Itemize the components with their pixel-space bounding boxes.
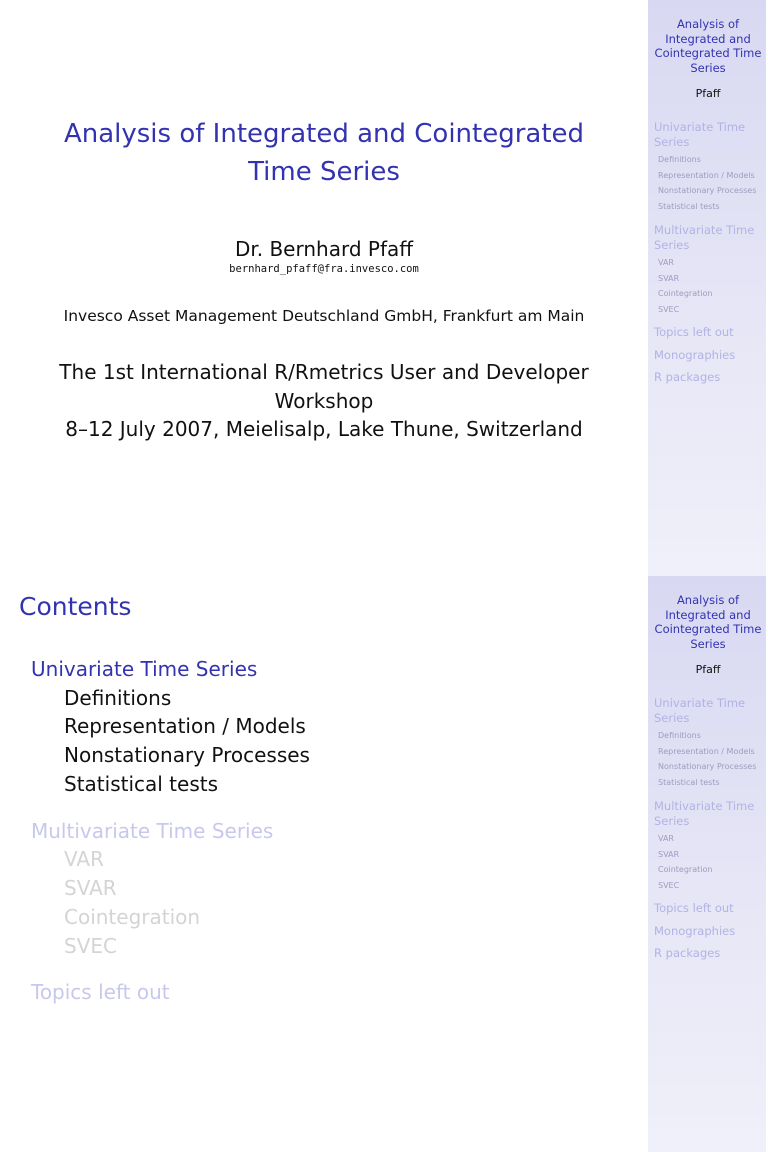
author-name: Dr. Bernhard Pfaff <box>234 237 414 261</box>
sidebar-subitem-definitions[interactable]: Definitions <box>658 155 701 164</box>
sidebar-item-topics-left-out[interactable]: Topics left out <box>654 325 734 339</box>
presentation-title <box>0 115 648 191</box>
sidebar-item-monographies[interactable]: Monographies <box>654 347 736 362</box>
contents-heading: Contents <box>19 592 132 621</box>
table-of-contents <box>31 655 310 1007</box>
sidebar-author[interactable]: Pfaff <box>695 663 721 676</box>
sidebar-subitem-statistical-tests[interactable]: Statistical tests <box>658 201 720 211</box>
sidebar-nav <box>648 696 766 961</box>
sidebar-subitem-cointegration[interactable]: Cointegration <box>658 289 713 298</box>
sidebar-subitem-svec[interactable]: SVEC <box>658 880 680 890</box>
toc-item-definitions[interactable]: Definitions <box>64 685 172 710</box>
sidebar-nav <box>648 120 766 385</box>
sidebar-subitem-var[interactable]: VAR <box>658 258 674 267</box>
toc-item-cointegration[interactable]: Cointegration <box>64 904 201 929</box>
sidebar-subitem-definitions[interactable]: Definitions <box>658 731 701 740</box>
sidebar-item-monographies[interactable]: Monographies <box>654 923 736 938</box>
sidebar-subitem-svec[interactable]: SVEC <box>658 304 680 314</box>
sidebar-title[interactable]: Analysis of Integrated and Cointegrated Time Series <box>654 17 762 75</box>
sidebar-item-multivariate[interactable]: Multivariate Time Series <box>654 799 755 828</box>
toc-section-topics-left-out[interactable]: Topics left out <box>31 980 170 1005</box>
sidebar-subitem-var[interactable]: VAR <box>658 834 674 843</box>
toc-item-representation[interactable]: Representation / Models <box>64 714 306 739</box>
toc-item-nonstationary[interactable]: Nonstationary Processes <box>64 743 310 768</box>
sidebar-subitem-svar[interactable]: SVAR <box>658 849 680 859</box>
event-line-3: 8–12 July 2007, Meielisalp, Lake Thune, Switzerland <box>65 417 583 441</box>
sidebar-item-univariate[interactable]: Univariate Time Series <box>654 696 746 725</box>
toc-section-univariate[interactable]: Univariate Time Series <box>31 657 258 681</box>
sidebar-item-multivariate[interactable]: Multivariate Time Series <box>654 223 755 252</box>
sidebar-subitem-statistical-tests[interactable]: Statistical tests <box>658 777 720 787</box>
sidebar-subitem-representation[interactable]: Representation / Models <box>658 170 755 180</box>
sidebar <box>648 576 766 1152</box>
sidebar-item-r-packages[interactable]: R packages <box>654 370 721 384</box>
toc-item-statistical-tests[interactable]: Statistical tests <box>64 771 219 796</box>
toc-item-svec[interactable]: SVEC <box>64 933 117 958</box>
sidebar-author[interactable]: Pfaff <box>695 87 721 100</box>
sidebar-item-topics-left-out[interactable]: Topics left out <box>654 901 734 915</box>
toc-section-multivariate[interactable]: Multivariate Time Series <box>31 818 274 843</box>
toc-item-var[interactable]: VAR <box>64 847 104 872</box>
toc-item-svar[interactable]: SVAR <box>64 875 117 900</box>
sidebar-subitem-nonstationary[interactable]: Nonstationary Processes <box>658 186 757 195</box>
sidebar-subitem-representation[interactable]: Representation / Models <box>658 746 755 756</box>
event-info <box>0 358 648 444</box>
sidebar <box>648 0 766 576</box>
event-line-2: Workshop <box>274 388 374 413</box>
author-email: bernhard_pfaff@fra.invesco.com <box>229 263 419 275</box>
institute: Invesco Asset Management Deutschland GmbH, Frankfurt am Main <box>63 307 585 325</box>
title-line-2: Time Series <box>248 157 400 187</box>
sidebar-subitem-cointegration[interactable]: Cointegration <box>658 865 713 874</box>
title-slide <box>0 0 766 576</box>
event-line-1: The 1st International R/Rmetrics User and Developer <box>59 360 589 384</box>
sidebar-subitem-svar[interactable]: SVAR <box>658 273 680 283</box>
sidebar-item-r-packages[interactable]: R packages <box>654 946 721 960</box>
sidebar-item-univariate[interactable]: Univariate Time Series <box>654 120 746 149</box>
sidebar-title[interactable]: Analysis of Integrated and Cointegrated Time Series <box>654 593 762 651</box>
title-line-1: Analysis of Integrated and Cointegrated <box>63 119 585 149</box>
sidebar-subitem-nonstationary[interactable]: Nonstationary Processes <box>658 762 757 771</box>
